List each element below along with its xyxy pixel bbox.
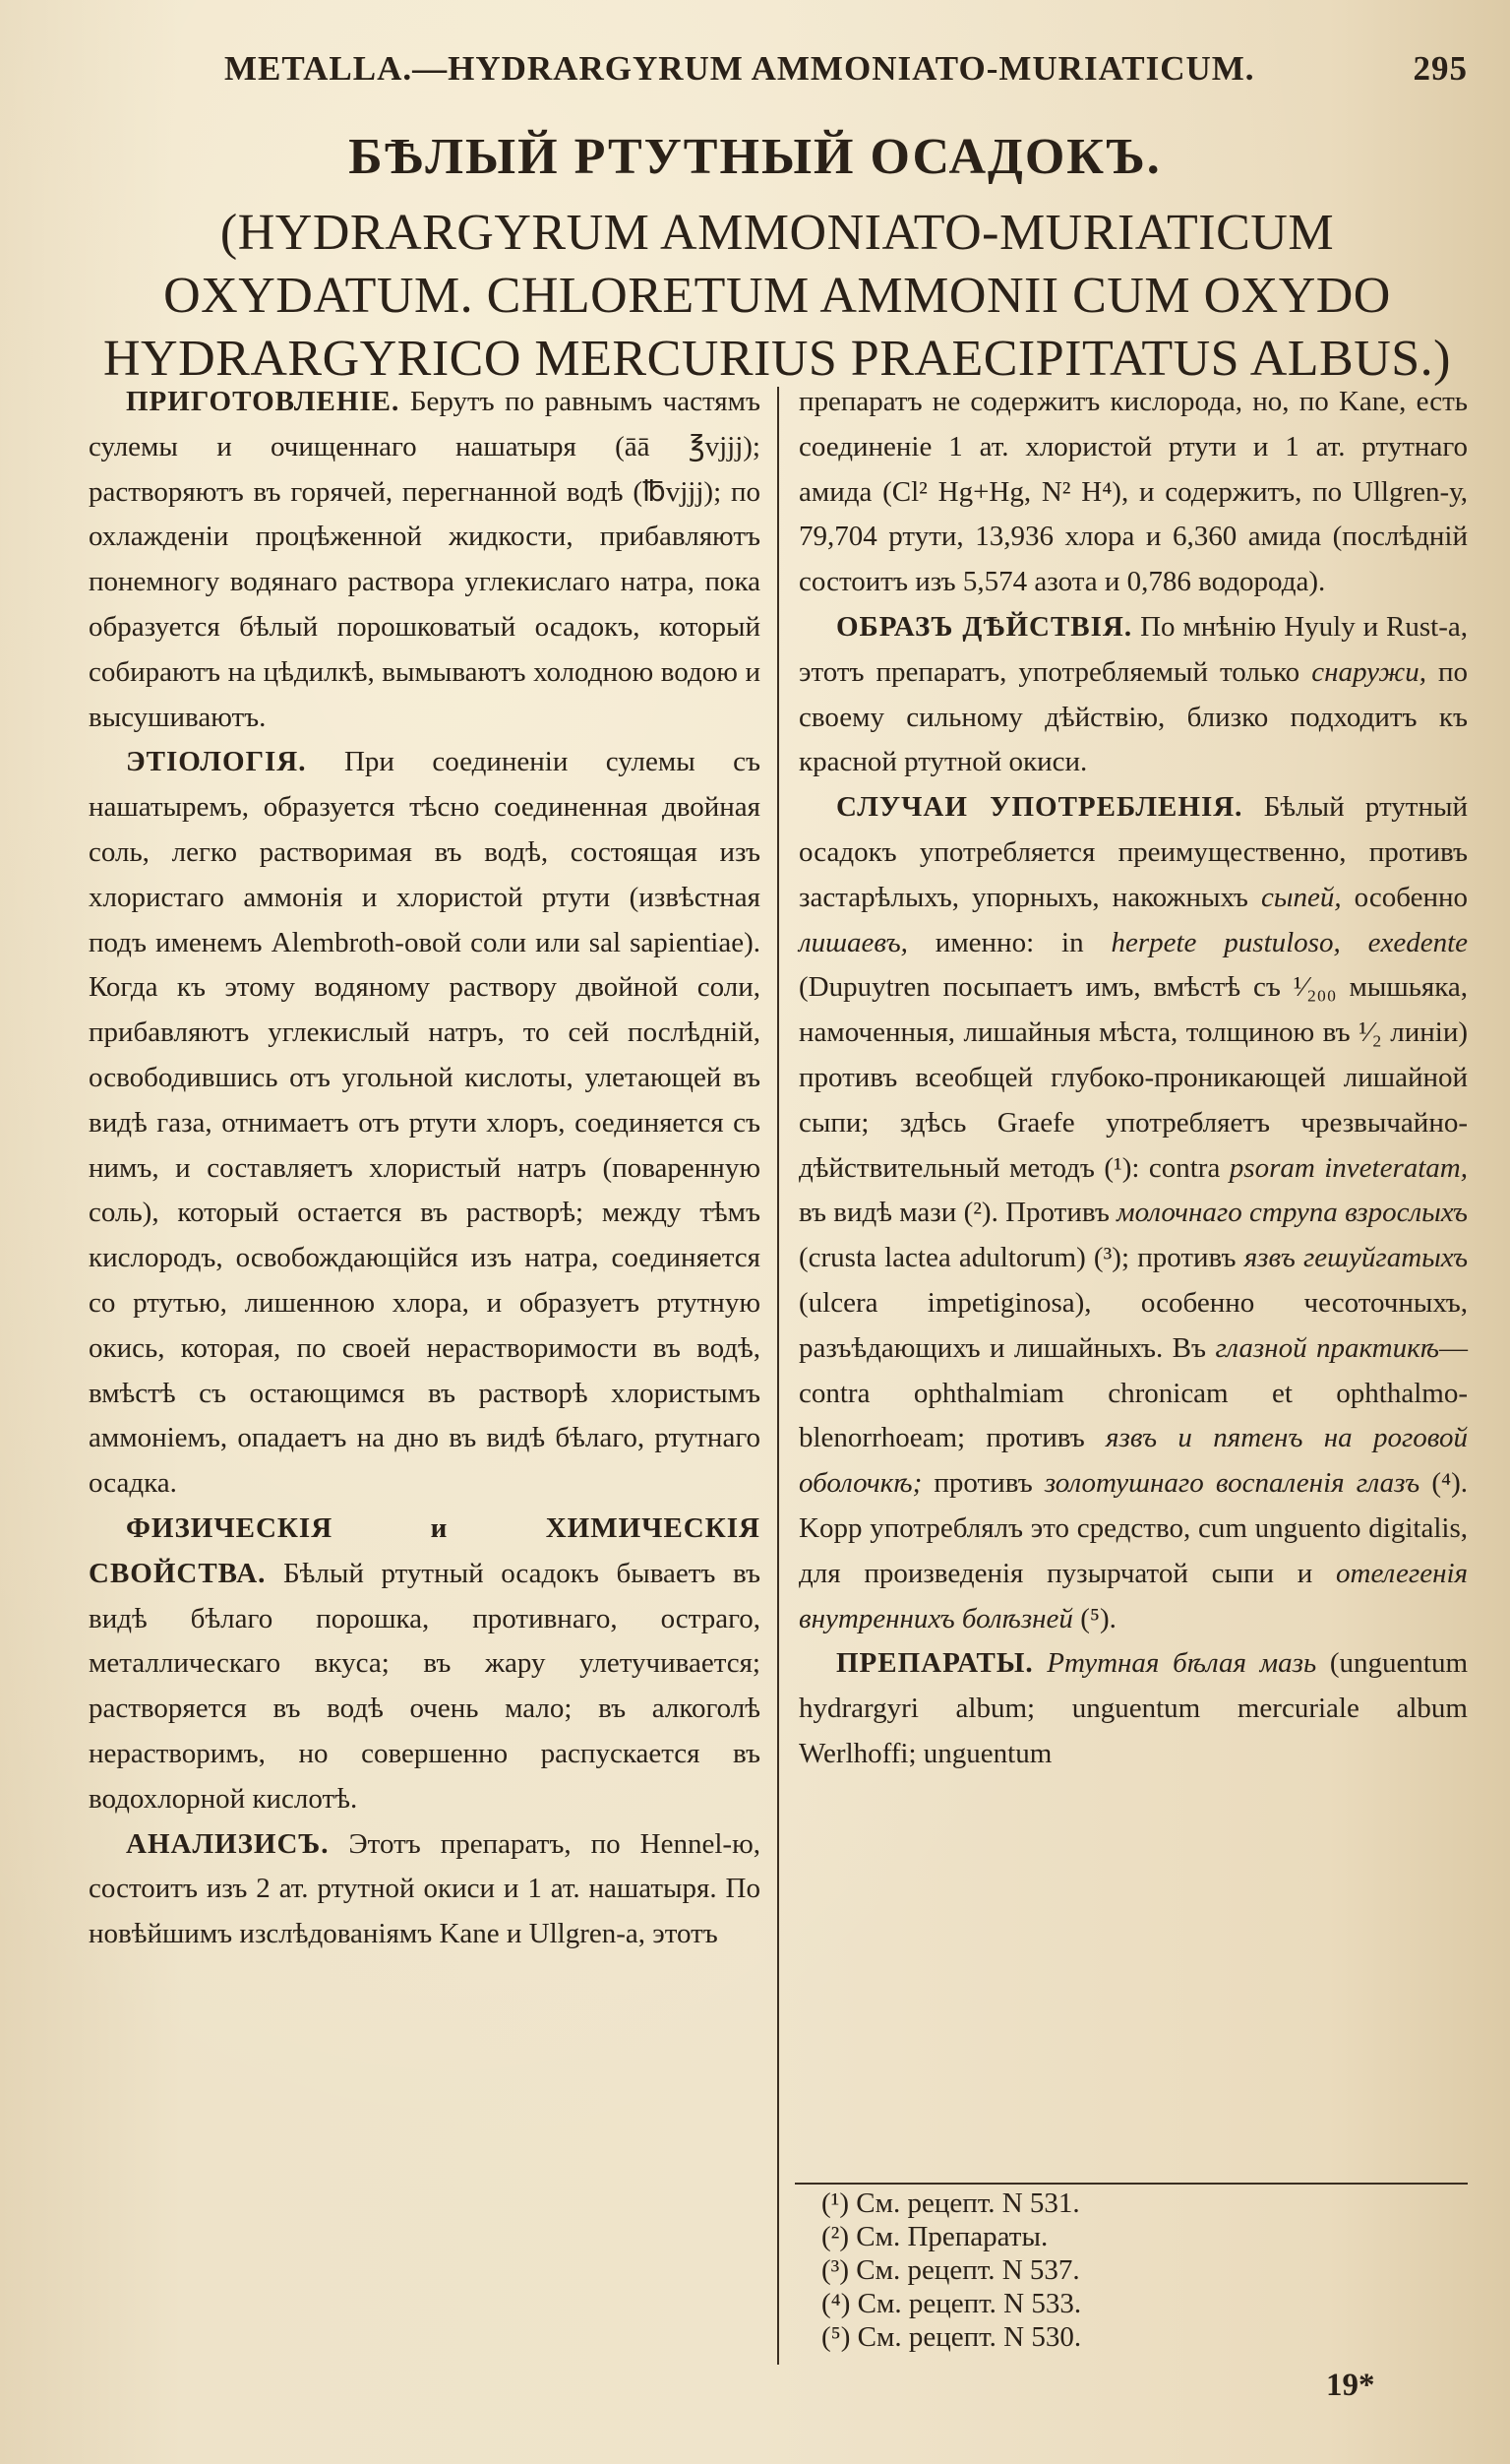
text-run: (ulcera impetiginosa), особенно чесоточныхъ, разъѣдающихъ и лишайныхъ. Въ xyxy=(799,1286,1468,1364)
text-run: въ видѣ мази (²). Противъ xyxy=(799,1197,1110,1229)
paragraph-text: Этотъ препаратъ, по Hennel-ю, состоитъ изъ 2 ат. ртутной окиси и 1 ат. нашатыря. По новѣйшимъ изслѣдованіямъ Kane и Ullgren-а, этотъ xyxy=(89,1827,760,1950)
text-run: (crusta lactea adultorum) (³); противъ xyxy=(799,1242,1237,1274)
section-heading: ОБРАЗЪ ДѢЙСТВІЯ. xyxy=(836,610,1133,643)
text-run: (⁴). Kopp употреблялъ это средство, cum unguento digitalis, для произведенія пузырчатой сыпи и xyxy=(799,1467,1468,1589)
section-heading: ЭТІОЛОГІЯ. xyxy=(126,746,307,778)
signature-mark: 19* xyxy=(1326,2368,1375,2403)
section-heading: ПРИГОТОВЛЕНІЕ. xyxy=(126,386,400,417)
latin-title: (HYDRARGYRUM AMMONIATO-MURIATICUM OXYDATUM. CHLORETUM AMMONII CUM OXYDO HYDRARGYRICO MERCURIUS PRAECIPITATUS ALBUS.) xyxy=(102,205,1451,387)
italic-run: язвъ гешуйгатыхъ xyxy=(1243,1242,1468,1274)
paragraph-etiology xyxy=(89,740,760,1507)
footnotes xyxy=(821,2187,1451,2354)
text-run: именно: in xyxy=(935,926,1084,958)
section-heading: СЛУЧАИ УПОТРЕБЛЕНІЯ. xyxy=(836,791,1243,824)
paragraph-text: Бѣлый ртутный осадокъ бываетъ въ видѣ бѣлаго порошка, противнаго, остраго, металлическаго вкуса; въ жару улетучивается; растворяется въ водѣ очень мало; въ алкоголѣ нерастворимъ, но совершенно распускается въ водохлорной кислотѣ. xyxy=(89,1557,760,1815)
paragraph-preparations xyxy=(799,1641,1468,1776)
paragraph-text: Берутъ по равнымъ частямъ сулемы и очищеннаго нашатыря (āā ℥vjjj); растворяютъ въ горячей, перегнанной водѣ (℔vjjj); по охлажденіи процѣженной жидкости, прибавляютъ понемногу водянаго раствора углекислаго натра, пока образуется бѣлый порошковатый осадокъ, который собираютъ на цѣдилкѣ, вымываютъ холодною водою и высушиваютъ. xyxy=(89,386,760,733)
left-column xyxy=(89,380,760,1957)
text-run: (⁵). xyxy=(1080,1602,1117,1634)
paragraph-text: препаратъ не содержитъ кислорода, но, по Kane, есть соединеніе 1 ат. хлористой ртути и 1 ат. ртутнаго амида (Cl² Hg+Hg, N² H⁴), и содержитъ, по Ullgren-у, 79,704 ртути, 13,936 хлора и 6,360 амида (послѣдній состоитъ изъ 5,574 азота и 0,786 водорода). xyxy=(799,386,1468,598)
paragraph-action xyxy=(799,605,1468,785)
paragraph-uses xyxy=(799,785,1468,1641)
footnote-rule xyxy=(795,2183,1468,2185)
italic-run: сыпей, xyxy=(1260,881,1342,913)
right-column xyxy=(799,380,1468,1777)
paragraph-preparation xyxy=(89,380,760,740)
text-run: (Dupuytren посыпаетъ имъ, вмѣстѣ съ ¹⁄₂₀₀ мышьяка, намоченныя, лишайныя мѣста, толщиною въ ¹⁄₂ линіи) противъ всеобщей глубоко-проникающей лишайной сыпи; здѣсь Graefe употребляетъ чрезвычайно-дѣйствительный методъ (¹): contra xyxy=(799,971,1468,1184)
italic-run: herpete pustuloso, exedente xyxy=(1111,926,1469,958)
italic-run: язвъ и пятенъ на роговой оболочкѣ; xyxy=(799,1422,1469,1500)
italic-run: лишаевъ, xyxy=(799,926,908,958)
paragraph-analysis-continued xyxy=(799,380,1468,605)
column-divider xyxy=(777,387,779,2365)
italic-run: глазной практикѣ xyxy=(1215,1331,1440,1364)
text-run: Бѣлый ртутный осадокъ употребляется преимущественно, противъ застарѣлыхъ, упорныхъ, накожныхъ xyxy=(799,791,1468,913)
page-number: 295 xyxy=(1413,49,1468,88)
italic-run: снаружи, xyxy=(1311,655,1426,688)
italic-run: Ртутная бѣлая мазь xyxy=(1047,1647,1317,1680)
text-run: противъ xyxy=(934,1467,1033,1500)
footnote: (²) См. Препараты. xyxy=(821,2221,1049,2252)
paragraph-text: При соединеніи сулемы съ нашатыремъ, образуется тѣсно соединенная двойная соль, легко растворимая въ водѣ, состоящая изъ хлористаго аммонія и хлористой ртути (извѣстная подъ именемъ Alembroth-овой соли или sal sapientiae). Когда къ этому водяному раствору двойной соли, прибавляютъ углекислый натръ, то сей послѣдній, освободившись отъ угольной кислоты, улетающей въ видѣ газа, отнимаетъ отъ ртути хлоръ, соединяется съ нимъ, и составляетъ хлористый натръ (поваренную соль), который остается въ растворѣ; между тѣмъ кислородъ, освобождающійся изъ натра, соединяется со ртутью, лишенною хлора, и образуетъ ртутную окись, которая, по своей нерастворимости въ водѣ, вмѣстѣ съ остающимся въ растворѣ хлористымъ аммоніемъ, опадаетъ на дно въ видѣ бѣлаго, ртутнаго осадка. xyxy=(89,746,761,1500)
article-title: БѢЛЫЙ РТУТНЫЙ ОСАДОКЪ. xyxy=(348,129,1162,185)
section-heading: ФИЗИЧЕСКІЯ и ХИМИЧЕСКІЯ СВОЙСТВА. xyxy=(89,1511,760,1589)
text-run: По мнѣнію Hyuly и Rust-а, этотъ препаратъ, употребляемый только xyxy=(799,610,1469,688)
italic-run: отелегенія внутреннихъ болѣзней xyxy=(799,1557,1468,1634)
section-heading: АНАЛИЗИСЪ. xyxy=(126,1827,330,1860)
italic-run: золотушнаго воспаленія глазъ xyxy=(1044,1467,1420,1500)
footnote: (¹) См. рецепт. N 531. xyxy=(821,2187,1080,2219)
italic-run: psoram inveteratam, xyxy=(1229,1151,1469,1184)
text-run: по своему сильному дѣйствію, близко подходитъ къ красной ртутной окиси. xyxy=(799,655,1469,778)
text-run: особенно xyxy=(1354,881,1469,913)
italic-run: молочнаго струпа взрослыхъ xyxy=(1117,1197,1468,1229)
footnote: (⁴) См. рецепт. N 533. xyxy=(821,2288,1082,2319)
paragraph-analysis xyxy=(89,1822,760,1957)
footnote: (⁵) См. рецепт. N 530. xyxy=(821,2321,1082,2353)
footnote: (³) См. рецепт. N 537. xyxy=(821,2254,1080,2286)
section-heading: ПРЕПАРАТЫ. xyxy=(836,1647,1034,1680)
text-run: —contra ophthalmiam chronicam et ophthalmo-blenorrhoeam; противъ xyxy=(799,1331,1469,1454)
text-run: (unguentum hydrargyri album; unguentum mercuriale album Werlhoffi; unguentum xyxy=(799,1647,1469,1769)
running-title: METALLA.—HYDRARGYRUM AMMONIATO-MURIATICUM. xyxy=(224,49,1255,88)
paragraph-properties xyxy=(89,1507,760,1822)
